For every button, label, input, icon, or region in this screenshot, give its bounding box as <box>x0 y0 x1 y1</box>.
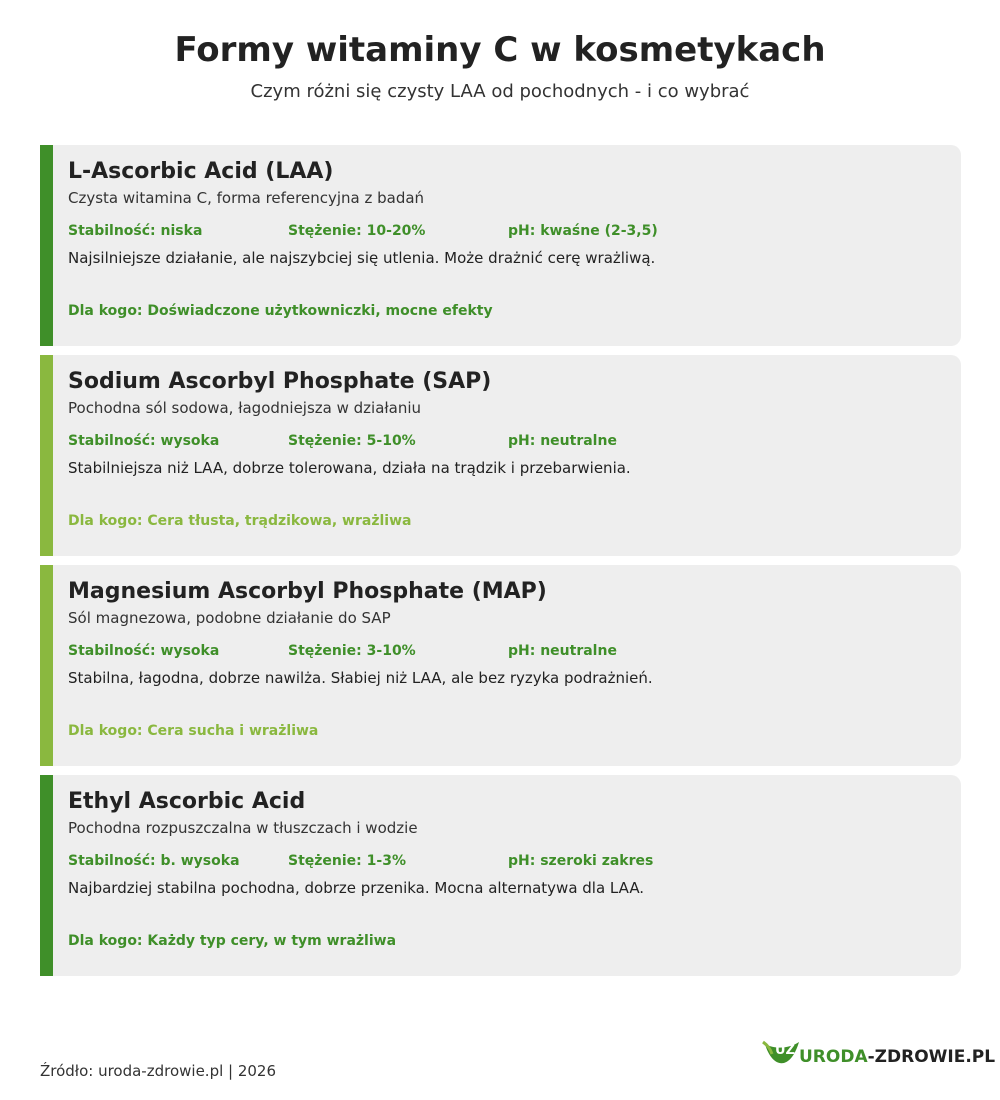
card-note: Najsilniejsze działanie, ale najszybciej się utlenia. Może drażnić cerę wrażliwą. <box>68 249 656 267</box>
page-subtitle: Czym różni się czysty LAA od pochodnych - i co wybrać <box>250 81 750 102</box>
card-ph: pH: szeroki zakres <box>508 853 654 869</box>
card-note: Stabilna, łagodna, dobrze nawilża. Słabiej niż LAA, ale bez ryzyka podrażnień. <box>68 669 653 687</box>
card-concentration: Stężenie: 10-20% <box>288 223 426 239</box>
card-title: Magnesium Ascorbyl Phosphate (MAP) <box>68 579 547 604</box>
card-laa <box>40 145 961 346</box>
card-concentration: Stężenie: 5-10% <box>288 433 416 449</box>
card-stability: Stabilność: wysoka <box>68 643 220 659</box>
card-concentration: Stężenie: 1-3% <box>288 853 406 869</box>
card-stability: Stabilność: b. wysoka <box>68 853 240 869</box>
card-accent-bar <box>40 775 53 976</box>
card-sap <box>40 355 961 556</box>
card-accent-bar <box>40 355 53 556</box>
card-ethyl-ascorbic-acid <box>40 775 961 976</box>
card-ph: pH: kwaśne (2-3,5) <box>508 223 658 239</box>
card-title: L-Ascorbic Acid (LAA) <box>68 159 334 184</box>
logo-text <box>799 1047 995 1067</box>
card-ph: pH: neutralne <box>508 643 617 659</box>
card-title: Sodium Ascorbyl Phosphate (SAP) <box>68 369 492 394</box>
card-ph: pH: neutralne <box>508 433 617 449</box>
site-logo[interactable] <box>762 1038 996 1072</box>
card-target-audience: Dla kogo: Cera sucha i wrażliwa <box>68 723 319 739</box>
page-title: Formy witaminy C w kosmetykach <box>174 30 826 70</box>
card-accent-bar <box>40 565 53 766</box>
logo-text-dark: -ZDROWIE.PL <box>867 1047 996 1067</box>
card-stability: Stabilność: niska <box>68 223 203 239</box>
logo-text-green: URODA <box>799 1047 868 1067</box>
card-target-audience: Dla kogo: Każdy typ cery, w tym wrażliwa <box>68 933 397 949</box>
card-note: Stabilniejsza niż LAA, dobrze tolerowana, działa na trądzik i przebarwienia. <box>68 459 631 477</box>
source-footer: Źródło: uroda-zdrowie.pl | 2026 <box>40 1062 277 1080</box>
card-map <box>40 565 961 766</box>
logo-badge: UZ <box>775 1043 795 1058</box>
card-description: Sól magnezowa, podobne działanie do SAP <box>68 609 391 627</box>
card-description: Czysta witamina C, forma referencyjna z badań <box>68 189 425 207</box>
card-title: Ethyl Ascorbic Acid <box>68 789 306 814</box>
card-description: Pochodna sól sodowa, łagodniejsza w działaniu <box>68 399 422 417</box>
card-description: Pochodna rozpuszczalna w tłuszczach i wodzie <box>68 819 418 837</box>
card-accent-bar <box>40 145 53 346</box>
card-target-audience: Dla kogo: Cera tłusta, trądzikowa, wrażliwa <box>68 513 412 529</box>
card-concentration: Stężenie: 3-10% <box>288 643 416 659</box>
card-note: Najbardziej stabilna pochodna, dobrze przenika. Mocna alternatywa dla LAA. <box>68 879 645 897</box>
card-target-audience: Dla kogo: Doświadczone użytkowniczki, mocne efekty <box>68 303 493 319</box>
card-stability: Stabilność: wysoka <box>68 433 220 449</box>
